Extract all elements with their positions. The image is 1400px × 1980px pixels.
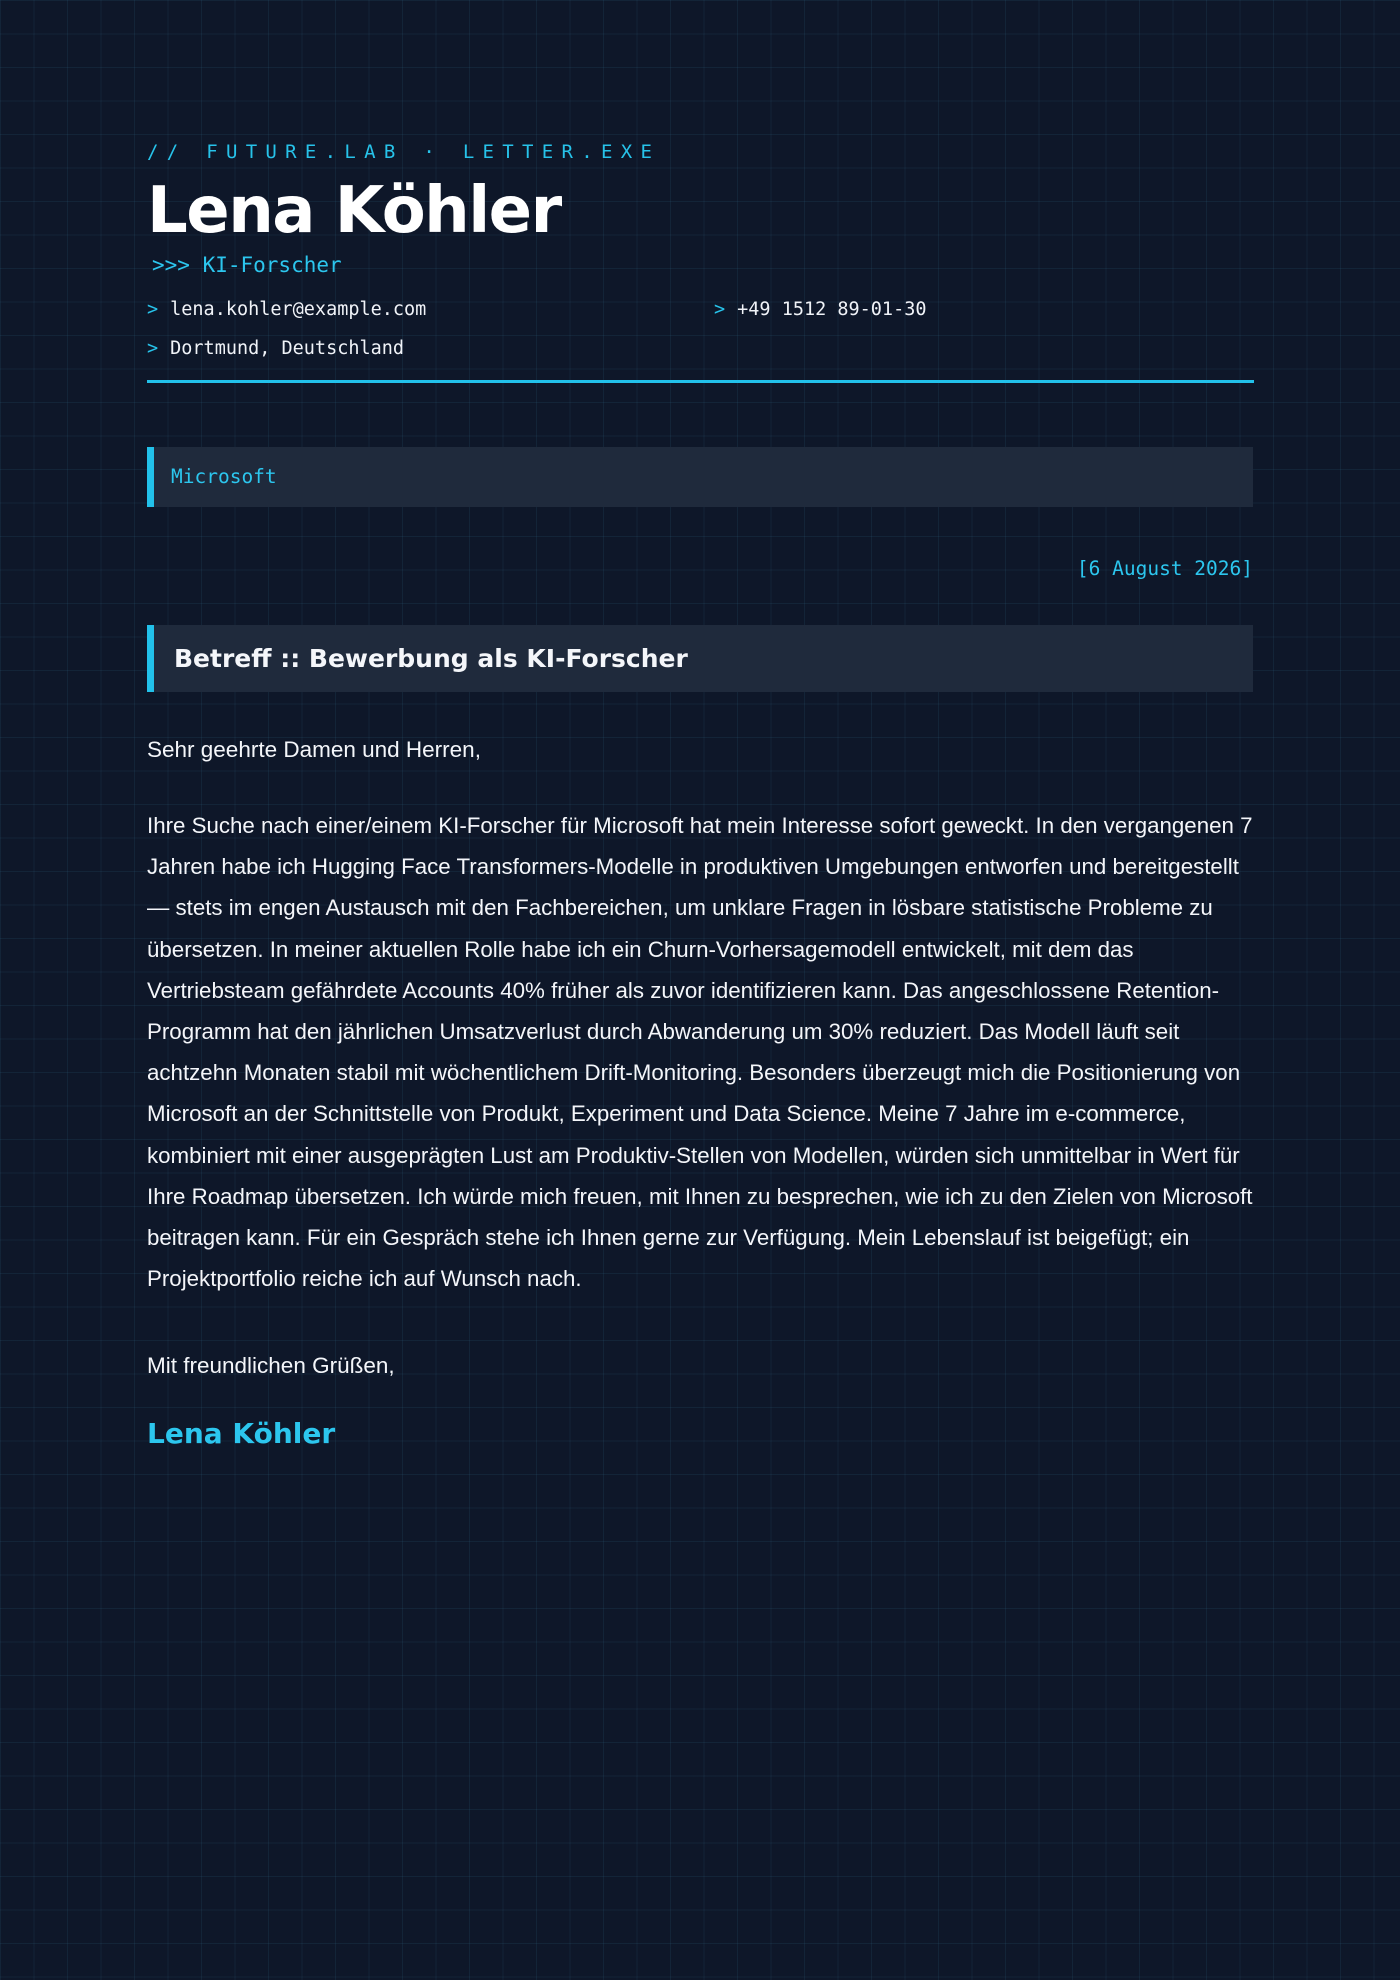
letter-date: [6 August 2026] xyxy=(1076,557,1253,580)
contact-info xyxy=(147,296,1253,370)
applicant-name: Lena Köhler xyxy=(147,174,561,248)
email-value: lena.kohler@example.com xyxy=(170,299,427,320)
prompt-icon: > xyxy=(147,299,159,320)
letter-body: Ihre Suche nach einer/einem KI-Forscher für Microsoft hat mein Interesse sofort geweckt. In den vergangenen 7 Jahren habe ich Hugging Face Transformers-Modelle in produktiven Umgebungen entworfen und bereitgestellt — stets im engen Austausch mit den Fachbereichen, um unklare Fragen in lösbare statistische Probleme zu übersetzen. In meiner aktuellen Rolle habe ich ein Churn-Vorhersagemodell entwickelt, mit dem das Vertriebsteam gefährdete Accounts 40% früher als zuvor identifizieren kann. Das angeschlossene Retention-Programm hat den jährlichen Umsatzverlust durch Abwanderung um 30% reduziert. Das Modell läuft seit achtzehn Monaten stabil mit wöchentlichem Drift-Monitoring. Besonders überzeugt mich die Positionierung von Microsoft an der Schnittstelle von Produkt, Experiment und Data Science. Meine 7 Jahre im e-commerce, kombiniert mit einer ausgeprägten Lust am Produktiv-Stellen von Modellen, würden sich unmittelbar in Wert für Ihre Roadmap übersetzen. Ich würde mich freuen, mit Ihnen zu besprechen, wie ich zu den Zielen von Microsoft beitragen kann. Für ein Gespräch stehe ich Ihnen gerne zur Verfügung. Mein Lebenslauf ist beigefügt; ein Projektportfolio reiche ich auf Wunsch nach. xyxy=(147,813,1253,1292)
cover-letter xyxy=(147,138,1253,1452)
subject-text: Betreff :: Bewerbung als KI-Forscher xyxy=(174,644,688,673)
letter-subject xyxy=(147,625,1253,692)
recipient-block xyxy=(147,447,1253,507)
location-value: Dortmund, Deutschland xyxy=(170,338,405,359)
recipient-company: Microsoft xyxy=(171,465,277,488)
applicant-role: >>> KI-Forscher xyxy=(152,253,342,277)
header-tagline: // FUTURE.LAB · LETTER.EXE xyxy=(147,141,661,163)
contact-phone[interactable] xyxy=(714,296,927,324)
letter-closing: Mit freundlichen Grüßen, xyxy=(147,1353,395,1379)
prompt-icon: > xyxy=(714,299,726,320)
prompt-icon: > xyxy=(147,338,159,359)
phone-value: +49 1512 89-01-30 xyxy=(737,299,927,320)
contact-location xyxy=(147,335,404,363)
signature-name: Lena Köhler xyxy=(147,1417,336,1451)
header-divider xyxy=(147,380,1254,383)
letter-salutation: Sehr geehrte Damen und Herren, xyxy=(147,737,481,762)
contact-email[interactable] xyxy=(147,296,426,324)
